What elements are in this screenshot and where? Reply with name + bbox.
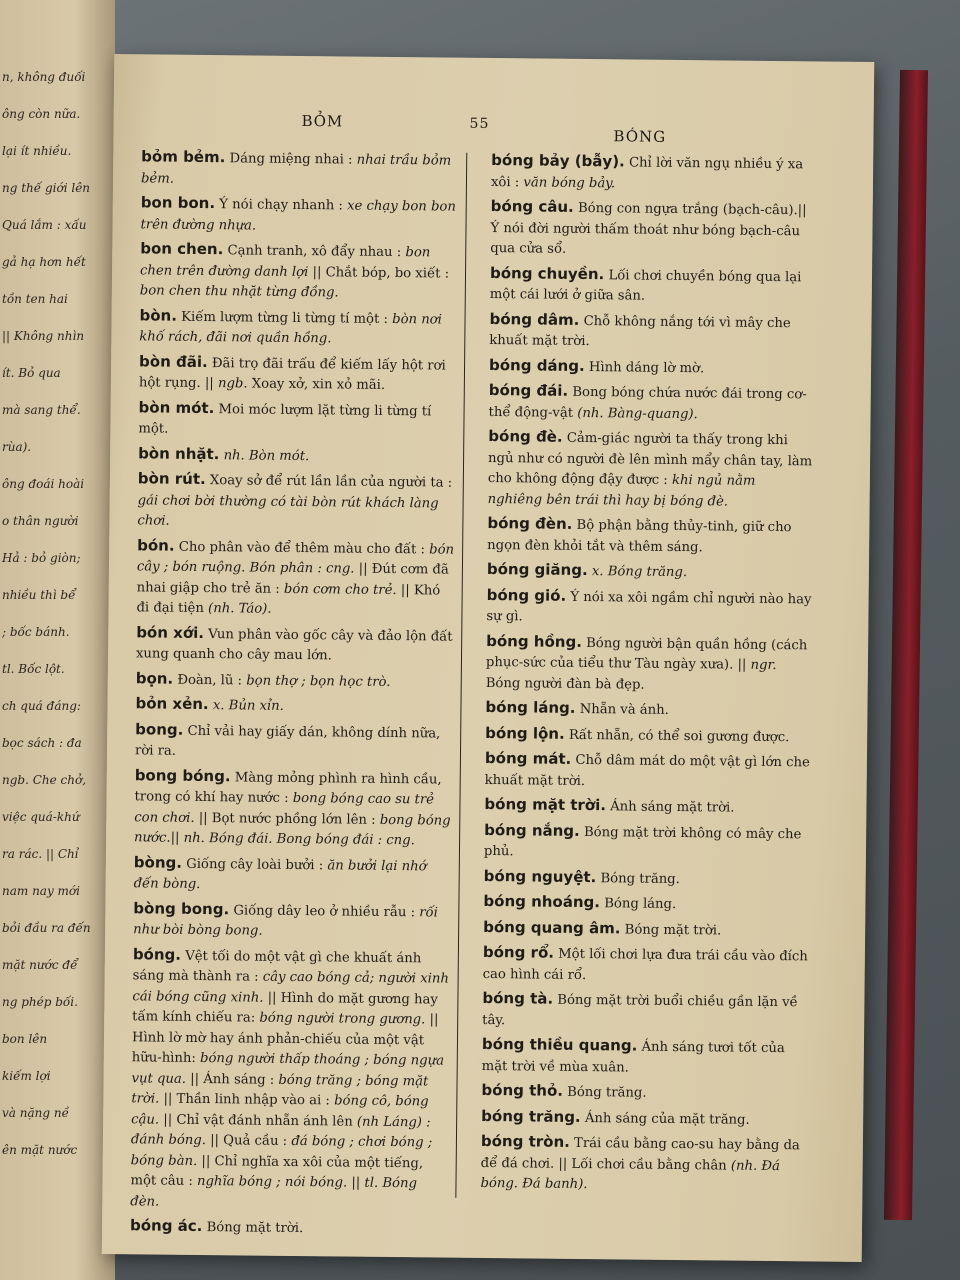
previous-page-edge: [0, 0, 115, 1280]
entry-headword: bong bóng.: [134, 765, 231, 785]
entry-headword: bóng mát.: [484, 748, 572, 768]
left-page-fragment: bọc sách : đa: [2, 736, 82, 750]
dictionary-entry: [137, 468, 456, 535]
dictionary-entry: [139, 305, 457, 351]
entry-example: (nh. Bàng-quang).: [577, 405, 698, 422]
entry-headword: bòn nhặt.: [138, 443, 220, 463]
dictionary-entry: [486, 584, 811, 630]
entry-definition: Nhẵn và ánh.: [579, 701, 669, 718]
entry-headword: bóng đè.: [488, 426, 563, 446]
left-page-fragment: ít. Bỏ qua: [2, 366, 61, 380]
entry-headword: bóng lộn.: [485, 723, 565, 743]
dictionary-entry: [482, 1034, 807, 1080]
right-column: [480, 150, 816, 1201]
dictionary-entry: [483, 916, 808, 942]
entry-headword: bón xới.: [136, 622, 205, 642]
left-page-fragment: Quá lắm : xấu: [2, 218, 87, 232]
dictionary-entry: [485, 748, 810, 794]
entry-example: đá bóng ; chơi bóng ; bóng bàn.: [130, 1133, 433, 1169]
dictionary-entry: [136, 622, 454, 668]
left-page-fragment: rùa).: [2, 440, 32, 454]
left-column: [130, 146, 459, 1244]
dictionary-entry: [480, 1131, 806, 1198]
entry-definition: Bóng trăng.: [567, 1084, 647, 1101]
entry-headword: bòn rút.: [137, 469, 206, 489]
left-page-fragment: || Không nhìn: [2, 329, 85, 343]
entry-example: bóng người thấp thoáng ; bóng ngựa vụt qua.: [131, 1051, 445, 1087]
page-number: 55: [469, 115, 490, 132]
entry-headword: bóng trăng.: [481, 1106, 581, 1126]
entry-definition: || Khó đi đại tiện: [136, 582, 441, 617]
entry-example: x. Bủn xỉn.: [212, 698, 284, 714]
entry-headword: bóng câu.: [490, 197, 574, 216]
entry-example: bon chen trên đường danh lợi: [139, 245, 431, 280]
page-header: [113, 104, 873, 146]
entry-headword: bong.: [135, 719, 184, 739]
entry-definition: Bộ phận bằng thủy-tinh, giữ cho ngọn đèn khỏi tắt và thêm sáng.: [487, 517, 792, 555]
dictionary-entry: [485, 697, 810, 723]
entry-headword: bóng giăng.: [486, 559, 588, 580]
entry-definition: || Hình do mặt gương hay tấm kính chiếu ra:: [132, 990, 438, 1026]
entry-headword: bóng tròn.: [480, 1131, 570, 1151]
entry-example: cây cao bóng cả; người xinh cái bóng cũng xinh.: [132, 969, 449, 1006]
entry-headword: bóng dâm.: [489, 309, 580, 329]
entry-example: nh. Bòn mót.: [223, 447, 310, 464]
dictionary-entry: [133, 898, 451, 944]
left-page-fragment: nam nay mới: [2, 884, 80, 898]
entry-definition: Chỉ vải hay giấy dán, không dính nữa, rời ra.: [134, 723, 441, 759]
entry-headword: bòng.: [133, 852, 183, 872]
entry-definition: Chỉ lời văn ngụ nhiều ý xa xôi :: [490, 155, 804, 190]
entry-headword: bỏn xẻn.: [135, 694, 209, 714]
left-page-fragment: ra rác. || Chỉ: [2, 847, 79, 861]
entry-example: rối như bòi bòng bong.: [133, 904, 438, 939]
entry-definition: Bóng mặt trời.: [624, 921, 722, 938]
entry-definition: Đãi trọ đãi trấu để kiếm lấy hột rơi hột rụng. ||: [138, 355, 446, 392]
dictionary-entry: [487, 513, 812, 559]
dictionary-entry: [135, 719, 453, 765]
entry-definition: Ý nói xa xôi ngầm chỉ người nào hay sự gì.: [486, 589, 812, 625]
entry-headword: bóng nguyệt.: [483, 866, 597, 886]
entry-headword: bón.: [137, 535, 175, 555]
entry-definition: Bóng mặt trời.: [206, 1220, 304, 1237]
entry-headword: bòn mót.: [138, 397, 215, 417]
entry-definition: Trái cầu bằng cao-su hay bằng da để đá chơi. || Lối chơi cầu bằng chân: [480, 1135, 800, 1174]
entry-definition: Kiếm lượm từng li từng tí một :: [181, 309, 389, 327]
dictionary-entry: [488, 426, 814, 513]
entry-example: bón cây ; bón ruộng. Bón phân : cng.: [136, 541, 455, 577]
entry-definition: Bong bóng chứa nước đái trong cơ-thể động-vật: [488, 384, 807, 421]
entry-example: bóng cô, bóng cậu.: [131, 1093, 429, 1128]
entry-headword: bóng.: [132, 944, 182, 964]
dictionary-entry: [490, 263, 815, 309]
entry-headword: bóng dáng.: [488, 355, 585, 375]
entry-definition: Cạnh tranh, xô đẩy nhau :: [227, 243, 402, 261]
entry-definition: Dáng miệng nhai :: [229, 151, 353, 168]
left-page-fragment: mặt nước để: [2, 958, 78, 972]
entry-definition: Cảm-giác người ta thấy trong khi ngủ như có người đè lên mình mẩy chân tay, làm cho không động đậy được :: [487, 430, 813, 488]
entry-definition: Hình dáng lờ mờ.: [588, 359, 705, 376]
entry-example: bong bóng cao su trẻ con chơi.: [134, 790, 435, 826]
dictionary-entry: [138, 443, 456, 469]
entry-example: nhai trầu bỏm bẻm.: [140, 152, 452, 187]
entry-headword: bóng nắng.: [484, 820, 580, 840]
entry-definition: Giống dây leo ở nhiều rẫu :: [233, 902, 416, 920]
entry-example: nghĩa bóng ; nói bóng. || tl. Bóng đèn.: [130, 1173, 418, 1210]
entry-definition: Bóng mặt trời không có mây che phủ.: [483, 824, 802, 860]
entry-example: (nh Láng) : đánh bóng.: [130, 1114, 431, 1149]
entry-headword: bóng đái.: [488, 380, 569, 400]
entry-example: (nh. Táo).: [208, 601, 272, 617]
entry-example: bọn thợ ; bọn học trò.: [246, 672, 391, 690]
dictionary-entry: [139, 351, 457, 397]
dictionary-entry: [484, 819, 809, 865]
entry-definition: || Hình lờ mờ hay ánh phản-chiếu của một vật hữu-hình:: [131, 1012, 439, 1066]
entry-headword: bon chen.: [140, 239, 224, 259]
dictionary-entry: [484, 865, 809, 891]
dictionary-entry: [483, 942, 808, 988]
left-page-fragment: bỏi đầu ra đến: [2, 921, 91, 935]
entry-example: văn bóng bảy.: [523, 174, 616, 191]
dictionary-entry: [489, 308, 814, 354]
dictionary-entry: [138, 397, 456, 443]
entry-definition: Chỗ không nắng tới vì mây che khuất mặt trời.: [489, 313, 791, 350]
dictionary-entry: [130, 1215, 448, 1241]
entry-headword: bỏm bẻm.: [141, 147, 226, 167]
entry-headword: bon bon.: [140, 193, 216, 213]
dictionary-entry: [141, 146, 459, 192]
dictionary-entry: [136, 668, 454, 694]
left-page-fragment: và nặng nề: [2, 1106, 69, 1120]
entry-definition: Vệt tối do một vật gì che khuất ánh sáng mà thành ra :: [132, 948, 422, 985]
entry-headword: bóng tà.: [482, 988, 554, 1008]
entry-definition: Ánh sáng mặt trời.: [610, 799, 735, 816]
left-page-fragment: việc quá-khứ: [2, 810, 80, 824]
left-page-fragment: tồn ten hai: [2, 292, 68, 306]
entry-definition: || Quả cầu :: [210, 1133, 288, 1149]
entry-headword: bòn đãi.: [138, 351, 208, 371]
entry-headword: bóng ác.: [129, 1216, 203, 1236]
dictionary-entry: [484, 794, 809, 820]
entry-headword: bóng chuyền.: [489, 263, 605, 283]
entry-headword: bóng mặt trời.: [484, 794, 607, 815]
entry-headword: bóng rổ.: [482, 942, 555, 962]
left-page-fragment: ch quá đáng:: [2, 699, 81, 713]
dictionary-entry: [136, 535, 455, 622]
entry-definition: Bóng láng.: [604, 896, 677, 912]
left-page-fragment: gả hạ hơn hết: [2, 255, 86, 269]
dictionary-entry: [491, 150, 816, 196]
dictionary-entry: [485, 722, 810, 748]
entry-example: gái chơi bời thường có tài bòn rút khách làng chơi.: [137, 492, 439, 529]
dictionary-entry: [488, 380, 813, 426]
entry-example: ăn bưởi lại nhớ đến bòng.: [133, 857, 427, 892]
entry-example: bòn nơi khố rách, đãi nơi quần hồng.: [139, 311, 442, 347]
entry-example: khi ngủ nằm nghiêng bên trái thì hay bị bóng đè.: [487, 472, 756, 510]
entry-example: xe chạy bon bon trên đường nhựa.: [140, 198, 456, 234]
entry-headword: bóng nhoáng.: [483, 891, 601, 912]
left-page-fragment: ; bốc bánh.: [2, 625, 70, 639]
entry-definition: Ý nói chạy nhanh :: [219, 197, 343, 214]
entry-definition: Đoàn, lũ :: [177, 672, 243, 688]
dictionary-entry: [486, 630, 812, 697]
entry-example: ngb.: [217, 376, 248, 392]
left-page-fragment: o thân người: [2, 514, 79, 528]
entry-definition: Xoay sở để rút lần lần của người ta :: [209, 473, 453, 491]
entry-example: x. Bóng trăng.: [591, 564, 688, 581]
dictionary-entry: [482, 988, 807, 1034]
entry-definition: || Ánh sáng :: [190, 1071, 275, 1088]
left-page-fragment: nhiều thì bể: [2, 588, 76, 602]
dictionary-entry: [140, 192, 458, 238]
dictionary-entry: [130, 944, 451, 1216]
entry-definition: Moi móc lượm lặt từng li từng tí một.: [138, 401, 432, 437]
entry-definition: Ánh sáng tươi tốt của mặt trời về mùa xuân.: [481, 1039, 785, 1075]
left-page-fragment: n, không đuối: [2, 70, 86, 84]
left-page-fragment: mà sang thể.: [2, 403, 81, 417]
left-page-fragment: tl. Bốc lột.: [2, 662, 65, 676]
entry-definition: || Bọt nước phồng lớn lên :: [198, 810, 376, 828]
dictionary-entry: [483, 891, 808, 917]
dictionary-entry: [134, 765, 453, 852]
entry-definition: Bóng người bận quần hồng (cách phục-sức của tiểu thư Tàu ngày xưa). ||: [485, 635, 808, 673]
guide-word-left: BỎM: [301, 112, 344, 131]
dictionary-entry: [135, 693, 453, 719]
left-page-fragment: lại ít nhiều.: [2, 144, 72, 158]
entry-headword: bóng thiều quang.: [481, 1034, 638, 1055]
dictionary-entry: [140, 238, 459, 305]
entry-headword: bóng bảy (bẫy).: [491, 151, 625, 171]
left-page-fragment: ông đoái hoài: [2, 477, 85, 491]
guide-word-right: BÓNG: [613, 127, 667, 146]
entry-headword: bọn.: [135, 668, 174, 688]
dictionary-entry: [481, 1080, 806, 1106]
dictionary-entry: [134, 852, 452, 898]
entry-definition: Xoay xở, xin xỏ mãi.: [251, 376, 386, 393]
entry-example: bóng người trong gương.: [259, 1010, 426, 1028]
entry-definition: Chỗ dâm mát do một vật gì lớn che khuất mặt trời.: [484, 752, 810, 789]
entry-headword: bóng gió.: [486, 585, 567, 605]
entry-definition: || Chỉ nghĩa xa xôi của một tiếng, một câu :: [130, 1153, 424, 1189]
left-page-fragment: bon lên: [2, 1032, 48, 1046]
entry-headword: bóng quang âm.: [483, 917, 621, 937]
dictionary-entry: [489, 354, 814, 380]
entry-definition: Bóng con ngựa trắng (bạch-câu).|| Ý nói đời người thấm thoát như bóng bạch-câu qua cửa sổ.: [490, 200, 807, 257]
entry-headword: bòng bong.: [133, 898, 230, 918]
entry-definition: || Thần linh nhập vào ai :: [163, 1091, 330, 1109]
dictionary-entry: [490, 196, 816, 263]
left-page-fragment: kiếm lợi: [2, 1069, 51, 1083]
entry-definition: || Chắt bóp, bo xiết :: [312, 264, 450, 282]
dictionary-page: [102, 54, 875, 1262]
entry-headword: bóng hồng.: [486, 631, 583, 651]
dictionary-entry: [487, 559, 812, 585]
entry-definition: Rất nhẵn, có thể soi gương được.: [568, 727, 790, 745]
left-page-fragment: ông còn nữa.: [2, 107, 81, 121]
dictionary-entry: [481, 1105, 806, 1131]
left-page-fragment: ng thế giới lên: [2, 181, 91, 195]
left-page-fragment: ngb. Che chở,: [2, 773, 87, 787]
entry-definition: Vun phân vào gốc cây và đảo lộn đất xung quanh cho cây mau lớn.: [135, 626, 453, 664]
entry-headword: bóng thỏ.: [481, 1080, 564, 1100]
entry-headword: bóng đèn.: [487, 513, 573, 533]
entry-definition: Bóng người đàn bà đẹp.: [485, 675, 645, 693]
entry-definition: Ánh sáng của mặt trăng.: [584, 1110, 750, 1128]
left-page-fragment: ng phép bối.: [2, 995, 78, 1009]
entry-example: bón cơm cho trẻ.: [283, 581, 397, 598]
left-page-fragment: Hả : bỏ giòn;: [2, 551, 81, 565]
entry-example: ngr.: [750, 657, 777, 674]
entry-definition: Lối chơi chuyền bóng qua lại một cái lưới ở giữa sân.: [489, 267, 802, 304]
entry-definition: Cho phân vào để thêm màu cho đất :: [178, 539, 426, 557]
entry-definition: Bóng mặt trời buổi chiều gần lặn về tây.: [482, 992, 798, 1028]
entry-definition: Một lối chơi lựa đưa trái cầu vào đích cao hình cái rổ.: [482, 946, 808, 983]
entry-definition: || Đút cơm đã nhai giập cho trẻ ăn :: [136, 561, 449, 597]
entry-headword: bòn.: [139, 305, 178, 325]
entry-example: (nh. Đá bóng. Đá banh).: [480, 1158, 781, 1193]
entry-example: bon chen thu nhặt từng đồng.: [139, 283, 339, 301]
left-page-fragment: ên mặt nước: [2, 1143, 78, 1157]
entry-example: bong bóng nước.|| nh. Bóng đái. Bong bóng đái : cng.: [134, 812, 451, 849]
entry-headword: bóng láng.: [485, 697, 576, 717]
entry-definition: Bóng trăng.: [600, 870, 680, 887]
entry-definition: Giống cây loài bưởi :: [186, 856, 324, 873]
entry-definition: Màng mỏng phình ra hình cầu, trong có khí hay nước :: [134, 769, 442, 806]
entry-example: bóng trăng ; bóng mặt trời.: [131, 1072, 429, 1107]
entry-definition: || Chỉ vật đánh nhẵn ánh lên: [163, 1112, 353, 1130]
